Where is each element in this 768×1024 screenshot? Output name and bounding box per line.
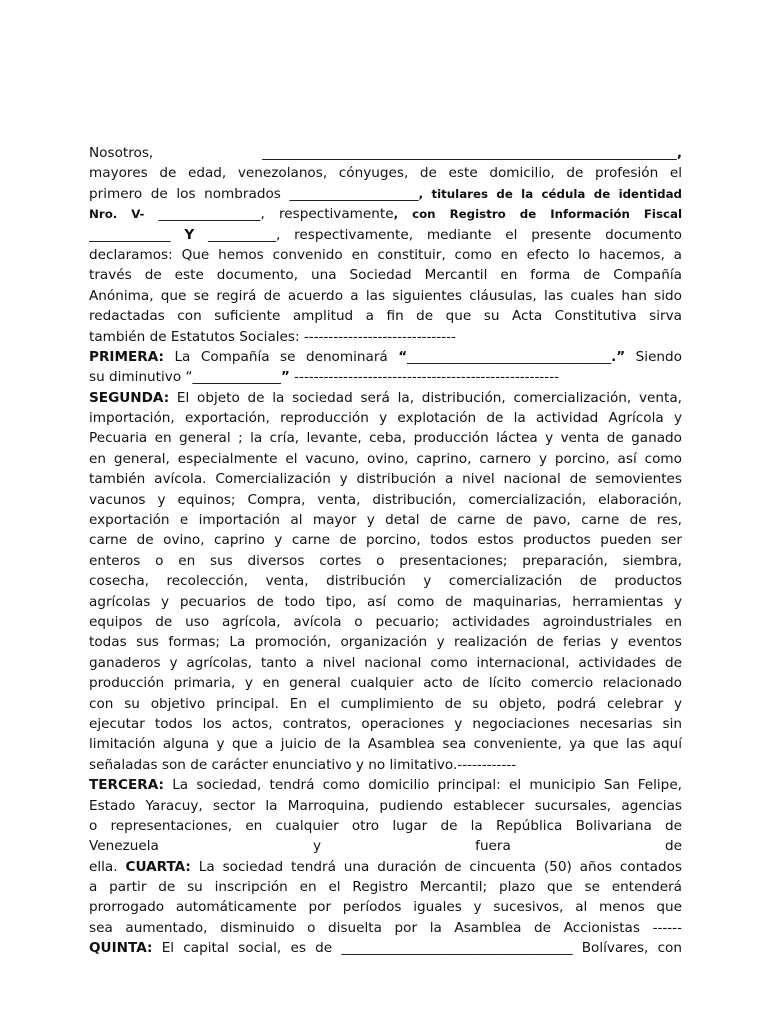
- document-line: [89, 367, 682, 387]
- text-segment: __________, respectivamente, mediante el presente documento: [194, 226, 682, 243]
- document-line: [89, 388, 682, 408]
- document-line: [89, 490, 682, 510]
- document-line: [89, 816, 682, 836]
- document-line: [89, 510, 682, 530]
- text-segment: cosecha, recolección, venta, distribución y comercialización de productos: [89, 573, 682, 590]
- text-segment: o representaciones, en cualquier otro lugar de la República Bolivariana de: [89, 817, 682, 834]
- text-segment: Anónima, que se regirá de acuerdo a las siguientes cláusulas, las cuales han sido: [89, 287, 682, 304]
- text-segment: también de Estatutos Sociales: -------------------------------: [89, 328, 456, 345]
- text-segment: mayores de edad, venezolanos, cónyuges, de este domicilio, de profesión el: [89, 165, 682, 182]
- document-line: [89, 938, 682, 958]
- text-segment: producción primaria, y en general cualquier acto de lícito comercio relacionado: [89, 675, 682, 692]
- bold-text: , titulares de la cédula de identidad: [418, 186, 682, 201]
- document-line: [89, 836, 682, 856]
- document-line: [89, 184, 682, 204]
- text-segment: sea aumentado, disminuido o disuelta por la Asamblea de Accionistas ------: [89, 919, 682, 936]
- document-line: [89, 694, 682, 714]
- text-segment: equipos de uso agrícola, avícola o pecuario; actividades agroindustriales en: [89, 613, 682, 630]
- bold-text: TERCERA:: [89, 777, 164, 794]
- bold-text: CUARTA:: [125, 858, 191, 875]
- text-segment: carne de ovino, caprino y carne de porcino, todos estos productos pueden ser: [89, 532, 682, 549]
- document-line: [89, 632, 682, 652]
- text-segment: declaramos: Que hemos convenido en constituir, como en efecto lo hacemos, a: [89, 246, 682, 263]
- bold-text: .”: [611, 348, 626, 365]
- text-segment: El objeto de la sociedad será la, distribución, comercialización, venta,: [169, 389, 682, 406]
- document-line: [89, 469, 682, 489]
- bold-text: QUINTA:: [89, 940, 153, 957]
- text-segment: Nosotros, _____________________________________________________________: [89, 145, 677, 161]
- text-segment: La sociedad tendrá una duración de cincuenta (50) años contados: [190, 858, 682, 875]
- document-line: [89, 428, 682, 448]
- text-segment: Siendo: [625, 348, 682, 365]
- text-segment: Pecuaria en general ; la cría, levante, ceba, producción láctea y venta de ganado: [89, 430, 682, 447]
- text-segment: Venezuela y fuera de: [89, 838, 682, 855]
- text-segment: enteros o en sus diversos cortes o presentaciones; preparación, siembra,: [89, 552, 682, 569]
- text-segment: su diminutivo “: [89, 369, 193, 386]
- text-segment: ganaderos y agrícolas, tanto a nivel nacional como internacional, actividades de: [89, 654, 682, 671]
- document-line: [89, 877, 682, 897]
- text-segment: ejecutar todos los actos, contratos, operaciones y negociaciones necesarias sin: [89, 715, 682, 732]
- bold-text: “: [398, 348, 408, 365]
- text-segment: Estado Yaracuy, sector la Marroquina, pudiendo establecer sucursales, agencias: [89, 797, 682, 814]
- document-body: [89, 143, 682, 959]
- text-segment: limitación alguna y que a juicio de la Asamblea sea conveniente, ya que las aquí: [89, 736, 682, 753]
- document-line: [89, 714, 682, 734]
- text-segment: ------------------------------------------------------: [289, 369, 560, 386]
- document-line: [89, 612, 682, 632]
- text-segment: prorrogado automáticamente por períodos iguales y sucesivos, al menos que: [89, 899, 682, 916]
- document-line: [89, 571, 682, 591]
- text-segment: con su objetivo principal. En el cumplimiento de su objeto, podrá celebrar y: [89, 695, 682, 712]
- bold-text: , con Registro de Información Fiscal: [393, 207, 682, 222]
- bold-text: ,: [676, 145, 682, 161]
- text-segment: primero de los nombrados ___________________: [89, 185, 419, 202]
- document-line: [89, 592, 682, 612]
- document-line: [89, 449, 682, 469]
- document-line: [89, 775, 682, 795]
- document-line: [89, 163, 682, 183]
- document-line: [89, 347, 682, 367]
- document-line: [89, 306, 682, 326]
- document-line: [89, 286, 682, 306]
- text-segment: El capital social, es de __________________________________ Bolívares, con: [152, 940, 682, 957]
- text-segment: vacunos y equinos; Compra, venta, distribución, comercialización, elaboración,: [89, 491, 682, 508]
- text-segment: todas sus formas; La promoción, organización y realización de ferias y eventos: [89, 634, 682, 651]
- text-segment: _______________, respectivamente: [158, 206, 394, 223]
- bold-text: ”: [280, 369, 290, 386]
- bold-text: Y: [184, 226, 195, 243]
- document-line: [89, 755, 682, 775]
- text-segment: _____________: [192, 369, 281, 386]
- text-segment: La sociedad, tendrá como domicilio principal: el municipio San Felipe,: [163, 777, 682, 794]
- document-line: [89, 897, 682, 917]
- text-segment: través de este documento, una Sociedad Mercantil en forma de Compañía: [89, 267, 682, 284]
- text-segment: La Compañía se denominará: [163, 348, 399, 365]
- bold-text: SEGUNDA:: [89, 389, 170, 406]
- document-line: [89, 734, 682, 754]
- document-line: [89, 408, 682, 428]
- document-line: [89, 918, 682, 938]
- text-segment: en general, especialmente el vacuno, ovino, caprino, carnero y porcino, así como: [89, 450, 682, 467]
- document-line: [89, 245, 682, 265]
- text-segment: también avícola. Comercialización y distribución a nivel nacional de semovientes: [89, 471, 682, 488]
- text-segment: exportación e importación al mayor y detal de carne de pavo, carne de res,: [89, 512, 682, 529]
- text-segment: a partir de su inscripción en el Registro Mercantil; plazo que se entenderá: [89, 879, 682, 896]
- document-line: [89, 327, 682, 347]
- text-segment: señaladas son de carácter enunciativo y no limitativo.------------: [89, 756, 517, 773]
- bold-text: Nro. V-: [89, 207, 159, 222]
- text-segment: agrícolas y pecuarios de todo tipo, así como de maquinarias, herramientas y: [89, 593, 682, 610]
- document-line: [89, 530, 682, 550]
- text-segment: redactadas con suficiente amplitud a fin de que su Acta Constitutiva sirva: [89, 308, 682, 325]
- text-segment: ______________________________: [407, 348, 612, 365]
- text-segment: importación, exportación, reproducción y explotación de la actividad Agrícola y: [89, 410, 682, 427]
- document-line: [89, 143, 682, 163]
- document-line: [89, 673, 682, 693]
- document-line: [89, 653, 682, 673]
- document-line: [89, 796, 682, 816]
- document-line: [89, 204, 682, 224]
- document-line: [89, 551, 682, 571]
- bold-text: PRIMERA:: [89, 348, 164, 365]
- text-segment: ____________: [89, 226, 185, 243]
- text-segment: ella.: [89, 858, 126, 875]
- document-line: [89, 857, 682, 877]
- document-line: [89, 225, 682, 245]
- document-line: [89, 265, 682, 285]
